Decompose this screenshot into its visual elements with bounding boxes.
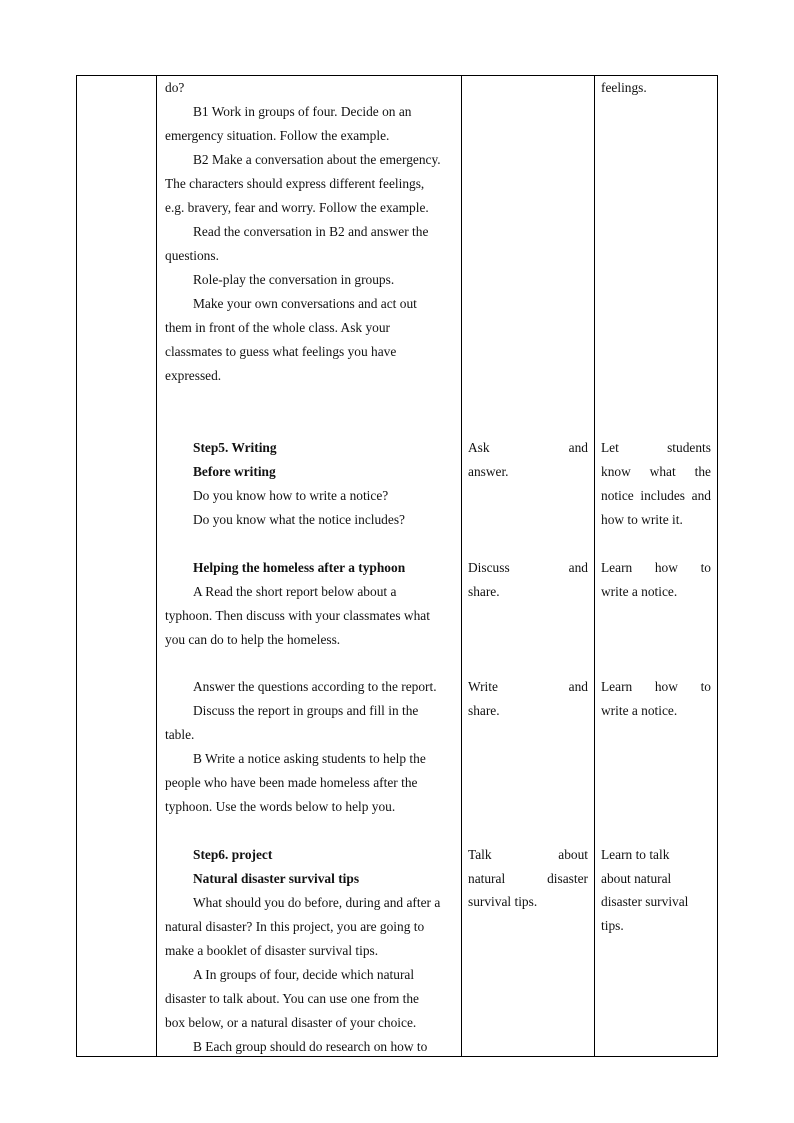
- procedure-text: What should you do before, during and after a: [193, 895, 441, 910]
- activity-text: Ask and: [468, 440, 588, 455]
- section-heading: Natural disaster survival tips: [193, 871, 360, 886]
- procedure-text: emergency situation. Follow the example.: [165, 128, 390, 143]
- purpose-text: Learn how to: [601, 679, 711, 694]
- procedure-text: classmates to guess what feelings you have: [165, 344, 397, 359]
- procedure-text: The characters should express different feelings,: [165, 176, 425, 191]
- activity-text: natural disaster: [468, 871, 588, 886]
- procedure-text: Read the conversation in B2 and answer the: [193, 224, 429, 239]
- activity-text: Discuss and: [468, 560, 588, 575]
- purpose-text: notice includes and: [601, 488, 711, 503]
- procedure-text: people who have been made homeless after the: [165, 775, 418, 790]
- purpose-text: disaster survival: [601, 894, 689, 909]
- procedure-text: do?: [165, 80, 185, 95]
- activity-text: Write and: [468, 679, 588, 694]
- procedure-text: Answer the questions according to the report.: [193, 679, 437, 694]
- procedure-text: Do you know what the notice includes?: [193, 512, 405, 527]
- purpose-text: tips.: [601, 918, 624, 933]
- activity-text: survival tips.: [468, 894, 538, 909]
- procedure-text: Discuss the report in groups and fill in the: [193, 703, 419, 718]
- purpose-text: feelings.: [601, 80, 647, 95]
- activity-text: share.: [468, 703, 500, 718]
- purpose-text: Learn how to: [601, 560, 711, 575]
- activity-column: [468, 76, 588, 1056]
- section-heading: Step5. Writing: [193, 440, 277, 455]
- purpose-column: [601, 76, 711, 1056]
- procedure-text: disaster to talk about. You can use one from the: [165, 991, 420, 1006]
- procedure-text: table.: [165, 727, 195, 742]
- procedure-text: A In groups of four, decide which natural: [193, 967, 415, 982]
- procedure-text: Role-play the conversation in groups.: [193, 272, 395, 287]
- activity-text: Talk about: [468, 847, 588, 862]
- procedure-text: A Read the short report below about a: [193, 584, 397, 599]
- procedure-text: box below, or a natural disaster of your choice.: [165, 1015, 417, 1030]
- procedure-text: B Each group should do research on how to: [193, 1039, 428, 1054]
- column-divider-2: [461, 76, 462, 1056]
- procedure-text: expressed.: [165, 368, 222, 383]
- procedure-text: you can do to help the homeless.: [165, 632, 341, 647]
- procedure-text: them in front of the whole class. Ask your: [165, 320, 390, 335]
- activity-text: answer.: [468, 464, 509, 479]
- procedure-text: e.g. bravery, fear and worry. Follow the example.: [165, 200, 429, 215]
- procedure-text: natural disaster? In this project, you are going to: [165, 919, 425, 934]
- procedure-text: typhoon. Then discuss with your classmates what: [165, 608, 430, 623]
- activity-text: share.: [468, 584, 500, 599]
- procedure-text: Do you know how to write a notice?: [193, 488, 389, 503]
- section-heading: Before writing: [193, 464, 276, 479]
- purpose-text: about natural: [601, 871, 672, 886]
- procedure-text: Make your own conversations and act out: [193, 296, 417, 311]
- purpose-text: Learn to talk: [601, 847, 670, 862]
- procedure-text: typhoon. Use the words below to help you.: [165, 799, 396, 814]
- purpose-text: write a notice.: [601, 703, 678, 718]
- procedure-text: B2 Make a conversation about the emergency.: [193, 152, 441, 167]
- procedure-text: questions.: [165, 248, 219, 263]
- procedure-text: B Write a notice asking students to help the: [193, 751, 426, 766]
- lesson-plan-table: [76, 75, 718, 1057]
- section-heading: Helping the homeless after a typhoon: [193, 560, 406, 575]
- purpose-text: Let students: [601, 440, 711, 455]
- purpose-text: write a notice.: [601, 584, 678, 599]
- purpose-text: how to write it.: [601, 512, 683, 527]
- column-divider-1: [156, 76, 157, 1056]
- column-divider-3: [594, 76, 595, 1056]
- procedure-text: B1 Work in groups of four. Decide on an: [193, 104, 412, 119]
- procedure-text: make a booklet of disaster survival tips.: [165, 943, 379, 958]
- procedure-column: [165, 76, 457, 1056]
- purpose-text: know what the: [601, 464, 711, 479]
- section-heading: Step6. project: [193, 847, 273, 862]
